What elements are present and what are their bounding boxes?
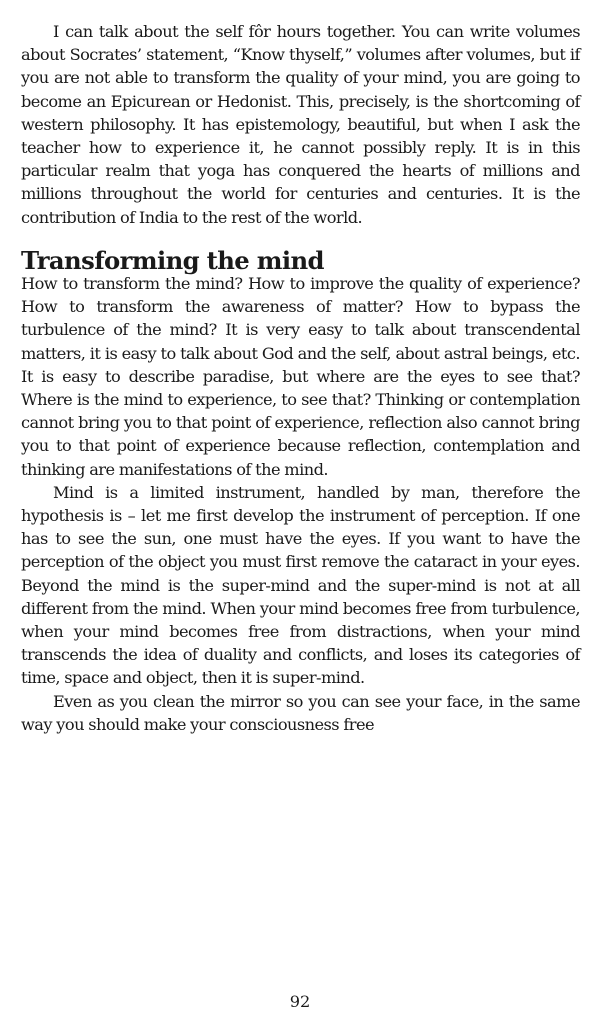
paragraph-self-and-philosophy: I can talk about the self fôr hours together. You can write volumes about Socrates’ statement, “Know thyself,” volumes after volumes, but if you are not able to transform the quality of your mind, you are going to become an Epicurean or Hedonist. This, precisely, is the shortcoming of western philosophy. It has epistemology, beautiful, but when I ask the teacher how to experience it, he cannot possibly reply. It is in this particular realm that yoga has conquered the hearts of millions and millions throughout the world for centuries and centuries. It is the contribution of India to the rest of the world.: [21, 22, 580, 227]
page-number: 92: [289, 992, 311, 1011]
paragraph-mirror: Even as you clean the mirror so you can see your face, in the same way you should make your consciousness free: [21, 691, 580, 734]
paragraph-transforming-mind: How to transform the mind? How to improve the quality of experience? How to transform the awareness of matter? How to bypass the turbulence of the mind? It is very easy to talk about transcendental matters, it is easy to talk about God and the self, about astral beings, etc. It is easy to describe paradise, but where are the eyes to see that? Where is the mind to experience, to see that? Thinking or contemplation cannot bring you to that point of experience, reflection also cannot bring you to that point of experience because reflection, contemplation and thinking are manifestations of the mind.: [21, 274, 580, 479]
paragraph-limited-instrument: Mind is a limited instrument, handled by man, therefore the hypothesis is – let me first develop the instrument of perception. If one has to see the sun, one must have the eyes. If you want to have the perception of the object you must first remove the cataract in your eyes. Beyond the mind is the super-mind and the super-mind is not at all different from the mind. When your mind becomes free from turbulence, when your mind becomes free from distractions, when your mind transcends the idea of duality and conflicts, and loses its categories of time, space and object, then it is super-mind.: [21, 482, 580, 688]
section-heading: Transforming the mind: [21, 245, 324, 275]
